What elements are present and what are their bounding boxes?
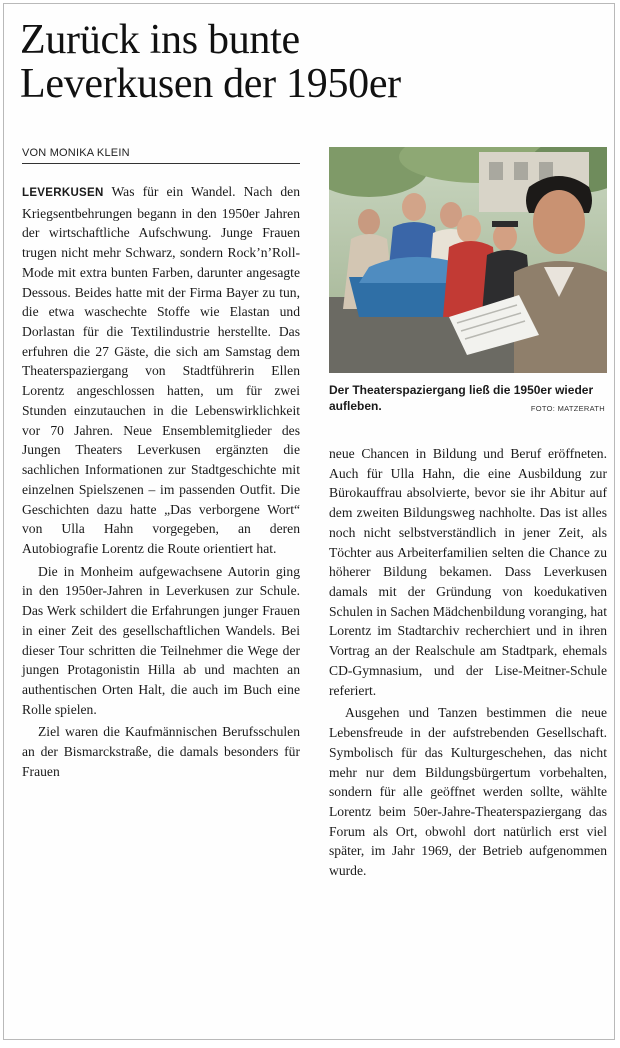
headline-line-1: Zurück ins bunte (20, 17, 300, 63)
byline: VON MONIKA KLEIN (22, 147, 300, 164)
photo-credit: FOTO: MATZERATH (530, 404, 605, 413)
headline (20, 18, 580, 106)
paragraph-4: Ausgehen und Tanzen bestimmen die neue Lebensfreude in der aufstrebenden Gesellschaft. Symbolisch für das Kulturgeschehen, das nicht mehr nur dem Bildungsbürgertum vorbehalten, sondern für alle geöffnet werden sollte, wählte Lorentz beim 50er-Jahre-Theaterspaziergang das Forum als Ort, obwohl dort natürlich erst viel später, im Jahr 1969, der Betrieb aufgenommen wurde. (329, 705, 607, 879)
paragraph-2: Die in Monheim aufgewachsene Autorin ging in den 1950er-Jahren in Leverkusen zur Schule. Das Werk schildert die Erfahrungen junger Frauen in einer Zeit des gesellschaftlichen Wandels. Bei dieser Tour schritten die Teilnehmer die Wege der jungen Protagonistin Hilla ab und machten an authentischen Orten Halt, die auch im Buch eine Rolle spielen. (22, 563, 300, 717)
paragraph-3-continued: neue Chancen in Bildung und Beruf eröffneten. Auch für Ulla Hahn, die eine Ausbildung zur Bürokauffrau absolvierte, bevor sie ihr Abitur auf dem zweiten Bildungsweg nachholte. Das ist alles noch nicht selbstverständlich in jener Zeit, als Töchter aus Arbeiterfamilien selten die Chance zu höherer Bildung bekamen. Dass Leverkusen damals mit der Gründung von koedukativen Schulen in Sachen Mädchenbildung voranging, hat Lorentz im Stadtarchiv recherchiert und in ihren Vortrag an der Realschule am Stadtpark, ehemals CD-Gymnasium, und der Lise-Meitner-Schule referiert. (329, 446, 607, 698)
article-photo (329, 147, 607, 373)
theater-walk-photo-illustration (329, 147, 607, 373)
article-column-right (329, 444, 607, 881)
paragraph-3-start: Ziel waren die Kaufmännischen Berufsschulen an der Bismarckstraße, die damals besonders für Frauen (22, 724, 300, 779)
lead-text: Was für ein Wandel. Nach den Kriegsentbehrungen begann in den 1950er Jahren der wirtschaftliche Aufschwung. Junge Frauen trugen nicht mehr Schwarz, sondern Rock’n’Roll-Mode mit extra bunten Farben, darunter angesagte Dessous. Beides hatte mit der Firma Bayer zu tun, die etwa waschechte Stoffe wie Elastan und Dorlastan für die Textilindustrie herstellte. Das erfuhren die 27 Gäste, die sich am Samstag dem Theaterspaziergang von Stadtführerin Ellen Lorentz angeschlossen hatten, um für zwei Stunden einzutauchen in die Lebenswirklichkeit vor 70 Jahren. Neue Ensemblemitglieder des Jungen Theaters Leverkusen ergänzten die sachlichen Informationen zur Stadtgeschichte mit einzelnen Spielszenen – im passenden Outfit. Die Geschichten dazu hatte „Das verborgene Wort“ von Ulla Hahn vorgegeben, an deren Autobiografie Lorentz die Route orientiert hat. (22, 184, 300, 556)
photo-caption: Der Theaterspaziergang ließ die 1950er wieder aufleben. (329, 383, 594, 413)
headline-line-2: Leverkusen der 1950er (20, 61, 401, 107)
lead-paragraph (22, 182, 300, 559)
newspaper-article (3, 3, 615, 1040)
article-column-left (22, 182, 300, 782)
dateline: LEVERKUSEN (22, 187, 104, 199)
